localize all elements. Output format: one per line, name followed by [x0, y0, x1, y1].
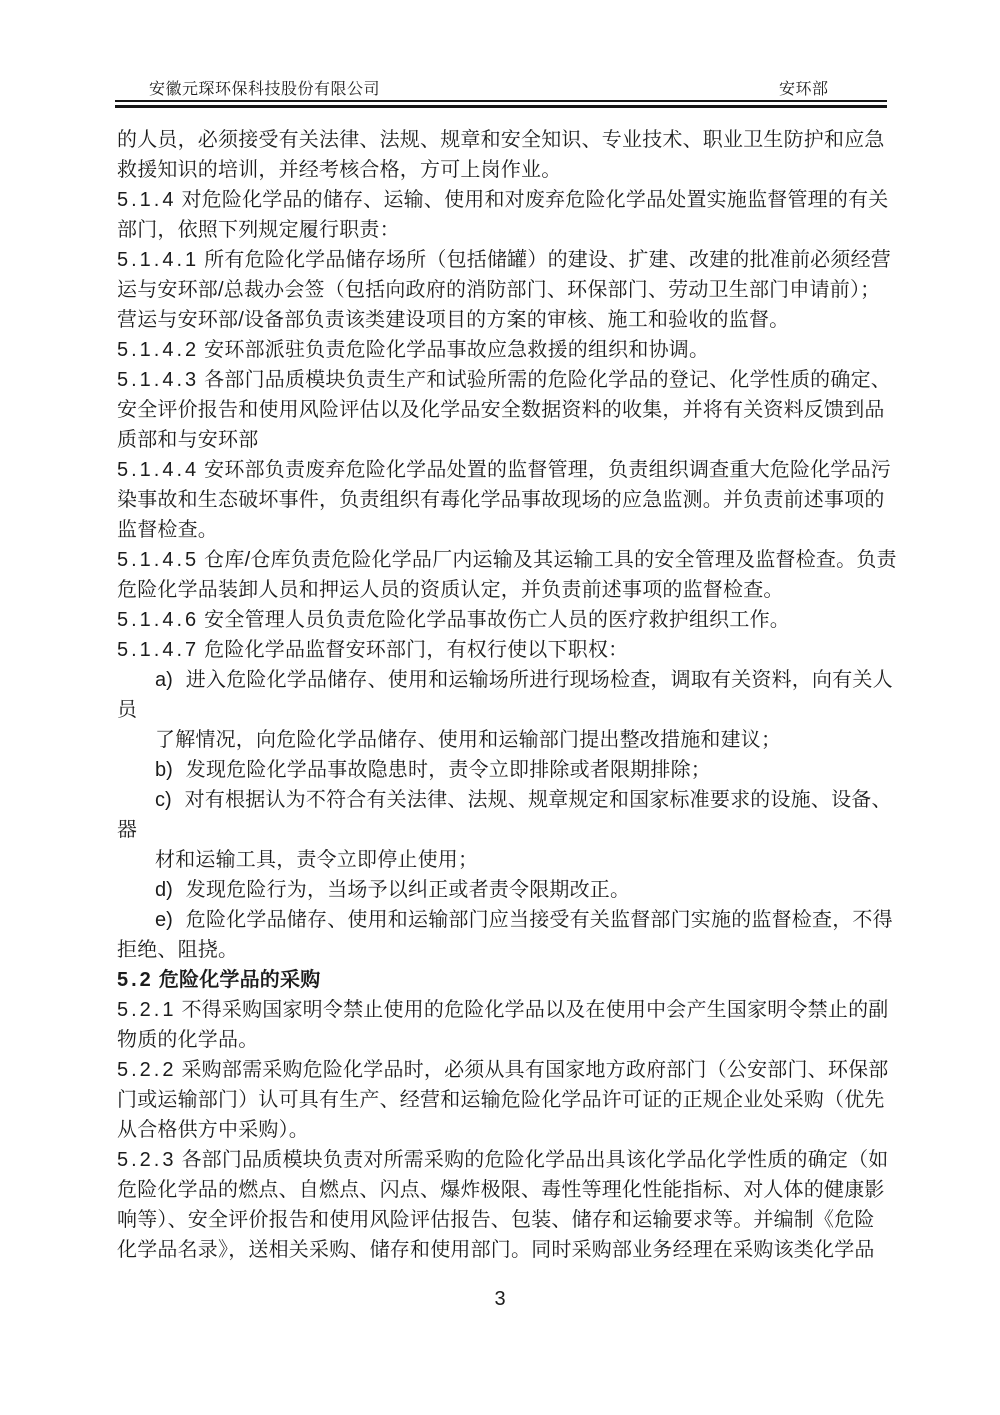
text-line: 安全评价报告和使用风险评估以及化学品安全数据资料的收集，并将有关资料反馈到品 — [117, 399, 885, 421]
list-marker: c) — [155, 789, 172, 811]
text-line: b) 发现危险化学品事故隐患时，责令立即排除或者限期排除； — [155, 759, 711, 781]
clause-number: 5.2.3 — [117, 1149, 177, 1171]
text-line: 员 — [117, 699, 138, 721]
text-line: 5.2.1 不得采购国家明令禁止使用的危险化学品以及在使用中会产生国家明令禁止的副 — [117, 999, 889, 1021]
text-line: 染事故和生态破坏事件，负责组织有毒化学品事故现场的应急监测。并负责前述事项的 — [117, 489, 885, 511]
header-divider — [115, 100, 887, 108]
text-line: 响等）、安全评价报告和使用风险评估报告、包装、储存和运输要求等。并编制《危险 — [117, 1209, 875, 1231]
text-line: 了解情况，向危险化学品储存、使用和运输部门提出整改措施和建议； — [155, 729, 782, 751]
clause-number: 5.1.4.5 — [117, 549, 200, 571]
text-line: 拒绝、阻挠。 — [117, 939, 239, 961]
text-line: 危险化学品的燃点、自燃点、闪点、爆炸极限、毒性等理化性能指标、对人体的健康影 — [117, 1179, 885, 1201]
text-line: a) 进入危险化学品储存、使用和运输场所进行现场检查，调取有关资料，向有关人 — [155, 669, 893, 691]
text-line: 5.2 危险化学品的采购 — [117, 969, 321, 991]
page-number: 3 — [494, 1288, 506, 1310]
text-line: 5.1.4.5 仓库/仓库负责危险化学品厂内运输及其运输工具的安全管理及监督检查。负责 — [117, 549, 897, 571]
text-line: 的人员，必须接受有关法律、法规、规章和安全知识、专业技术、职业卫生防护和应急 — [117, 129, 885, 151]
text-line: 5.1.4.2 安环部派驻负责危险化学品事故应急救援的组织和协调。 — [117, 339, 710, 361]
text-line: 5.2.3 各部门品质模块负责对所需采购的危险化学品出具该化学品化学性质的确定（如 — [117, 1149, 889, 1171]
text-line: 5.1.4.3 各部门品质模块负责生产和试验所需的危险化学品的登记、化学性质的确定、 — [117, 369, 891, 391]
clause-number: 5.1.4 — [117, 189, 177, 211]
document-body — [117, 125, 897, 1265]
text-line: 运与安环部/总裁办会签（包括向政府的消防部门、环保部门、劳动卫生部门申请前）； — [117, 279, 881, 301]
text-line: 5.1.4.7 危险化学品监督安环部门，有权行使以下职权： — [117, 639, 629, 661]
clause-number: 5.1.4.6 — [117, 609, 200, 631]
text-line: 门或运输部门）认可具有生产、经营和运输危险化学品许可证的正规企业处采购（优先 — [117, 1089, 885, 1111]
header-department-name: 安环部 — [779, 81, 829, 98]
clause-number: 5.2.2 — [117, 1059, 177, 1081]
text-line: 物质的化学品。 — [117, 1029, 259, 1051]
clause-number: 5.1.4.3 — [117, 369, 200, 391]
text-line: 5.1.4.4 安环部负责废弃危险化学品处置的监督管理，负责组织调查重大危险化学品污 — [117, 459, 891, 481]
list-marker: e) — [155, 909, 173, 931]
text-line: d) 发现危险行为，当场予以纠正或者责令限期改正。 — [155, 879, 631, 901]
text-line: e) 危险化学品储存、使用和运输部门应当接受有关监督部门实施的监督检查，不得 — [155, 909, 893, 931]
text-line: 化学品名录》，送相关采购、储存和使用部门。同时采购部业务经理在采购该类化学品 — [117, 1239, 875, 1261]
list-marker: d) — [155, 879, 173, 901]
clause-number: 5.1.4.1 — [117, 249, 200, 271]
text-line: 营运与安环部/设备部负责该类建设项目的方案的审核、施工和验收的监督。 — [117, 309, 790, 331]
clause-number: 5.1.4.4 — [117, 459, 200, 481]
clause-number: 5.1.4.2 — [117, 339, 200, 361]
clause-number: 5.2 — [117, 969, 154, 991]
list-marker: b) — [155, 759, 173, 781]
text-line: 监督检查。 — [117, 519, 218, 541]
clause-number: 5.1.4.7 — [117, 639, 200, 661]
text-line: 5.2.2 采购部需采购危险化学品时，必须从具有国家地方政府部门（公安部门、环保部 — [117, 1059, 889, 1081]
text-line: 危险化学品装卸人员和押运人员的资质认定，并负责前述事项的监督检查。 — [117, 579, 784, 601]
text-line: 5.1.4 对危险化学品的储存、运输、使用和对废弃危险化学品处置实施监督管理的有关 — [117, 189, 889, 211]
text-line: 5.1.4.6 安全管理人员负责危险化学品事故伤亡人员的医疗救护组织工作。 — [117, 609, 790, 631]
text-line: 质部和与安环部 — [117, 429, 259, 451]
text-line: 部门，依照下列规定履行职责： — [117, 219, 400, 241]
header-company-name: 安徽元琛环保科技股份有限公司 — [149, 81, 381, 98]
clause-number: 5.2.1 — [117, 999, 177, 1021]
text-line: 材和运输工具，责令立即停止使用； — [155, 849, 479, 871]
text-line: 从合格供方中采购）。 — [117, 1119, 309, 1141]
list-marker: a) — [155, 669, 173, 691]
text-line: 5.1.4.1 所有危险化学品储存场所（包括储罐）的建设、扩建、改建的批准前必须经营 — [117, 249, 891, 271]
text-line: c) 对有根据认为不符合有关法律、法规、规章规定和国家标准要求的设施、设备、 — [155, 789, 892, 811]
text-line: 器 — [117, 819, 138, 841]
text-line: 救援知识的培训，并经考核合格，方可上岗作业。 — [117, 159, 562, 181]
